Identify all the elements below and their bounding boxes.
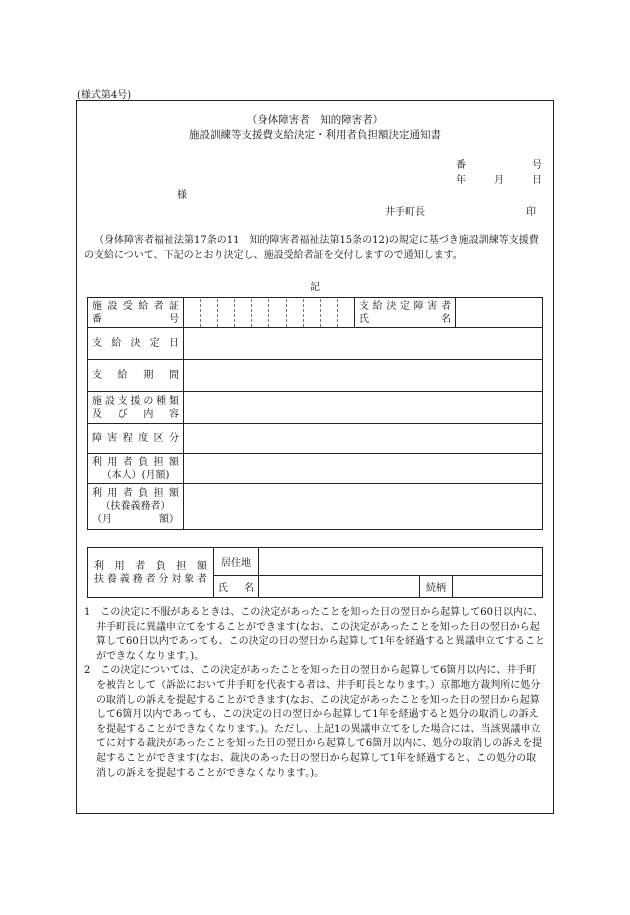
- decided-person-name-field[interactable]: [456, 298, 543, 328]
- decision-date-label: 支給決定日: [88, 328, 184, 360]
- seal-mark: 印: [526, 207, 536, 218]
- intro-paragraph: （身体障害者福祉法第17条の11 知的障害者福祉法第15条の12)の規定に基づき施設訓練等支援費の支給について、下記のとおり決定し、施設受給者証を交付しますので通知します。: [84, 235, 539, 261]
- document-title: 施設訓練等支援費支給決定・利用者負担額決定通知書: [189, 129, 441, 141]
- issuer-name: 井手町長: [385, 207, 425, 218]
- address-field[interactable]: [259, 548, 543, 576]
- note-2: 2 この決定については、この決定があったことを知った日の翌日から起算して6箇月以内に、井手町を被告として（訴訟において井手町を代表する者は、井手町長となります。）京都地方裁判所に処分の取消しの訴えを提起することができます(なお、この決定があったことを知った日の翌日から起算して6箇月以内であっても、この決定の日の翌日から起算して1年を経過すると処分の取消しの訴えを提起することができなくなります。)。ただし、上記1の異議申立てをした場合には、当該異議申立てに対する裁決があったことを知った日の翌日から起算して6箇月以内に、処分の取消しの訴えを提起することができます(なお、裁決のあった日の翌日から起算して1年を経過すると、この処分の取消しの訴えを提起することができなくなります。)。: [84, 665, 543, 779]
- burden-self-label: 利用者負担額 （本人）(月額): [88, 454, 184, 484]
- date-year: 年: [456, 175, 466, 186]
- number-suffix: 号: [532, 160, 542, 171]
- relationship-label: 続柄: [420, 576, 453, 598]
- burden-dependent-field[interactable]: [184, 484, 543, 530]
- dependent-label: 利用者負担額 扶養義務者分対象者: [88, 548, 214, 598]
- dependent-table: [87, 547, 543, 598]
- ki-heading: 記: [310, 282, 320, 293]
- addressee-suffix: 様: [177, 190, 187, 201]
- burden-self-field[interactable]: [184, 454, 543, 484]
- form-number: (様式第4号): [77, 90, 132, 101]
- disability-class-field[interactable]: [184, 424, 543, 454]
- number-label: 番: [456, 160, 466, 171]
- dependent-name-label: 氏 名: [214, 576, 259, 598]
- disability-class-label: 障害程度区分: [88, 424, 184, 454]
- period-label: 支給期間: [88, 360, 184, 392]
- relationship-field[interactable]: [453, 576, 543, 598]
- decision-date-field[interactable]: [184, 328, 543, 360]
- address-label: 居住地: [214, 548, 259, 576]
- recipient-cert-label: 施設受給者証 番 号: [88, 298, 184, 328]
- date-day: 日: [532, 175, 542, 186]
- date-month: 月: [494, 175, 504, 186]
- period-field[interactable]: [184, 360, 543, 392]
- burden-dependent-label: 利用者負担額 （扶養義務者） （月 額）: [88, 484, 184, 530]
- note-1: 1 この決定に不服があるときは、この決定があったことを知った日の翌日から起算して60日以内に、井手町長に異議申立てをすることができます(なお、この決定があったことを知った日の翌日から起算して60日以内であっても、この決定の日の翌日から起算して1年を経過すると異議申立てすることができなくなります。)。: [84, 607, 545, 662]
- decision-table: [87, 297, 543, 530]
- recipient-cert-number-cells[interactable]: [184, 298, 355, 328]
- notes-section: [84, 606, 546, 781]
- title-line1: （身体障害者 知的障害者）: [246, 114, 384, 126]
- dependent-name-field[interactable]: [259, 576, 420, 598]
- support-type-field[interactable]: [184, 392, 543, 424]
- support-type-label: 施設支援の種類 及び内容: [88, 392, 184, 424]
- decided-person-label: 支給決定障害者 氏 名: [355, 298, 456, 328]
